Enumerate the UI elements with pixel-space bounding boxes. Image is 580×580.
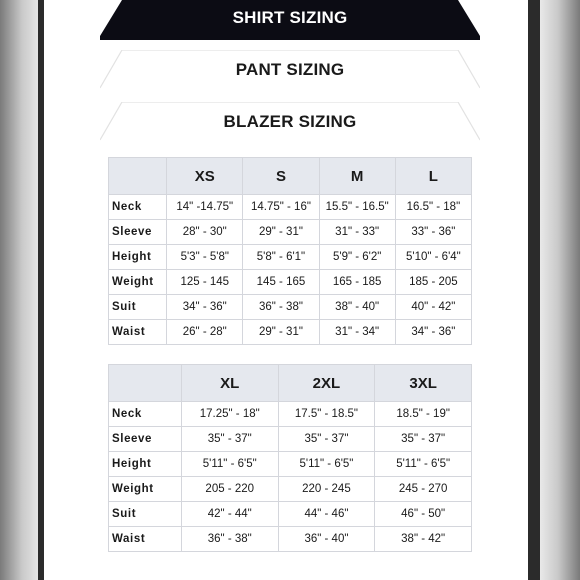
table-cell: 125 - 145 bbox=[167, 270, 243, 295]
tab-shirt-label: SHIRT SIZING bbox=[232, 8, 348, 27]
row-label: Weight bbox=[109, 477, 182, 502]
table-cell: 34" - 36" bbox=[167, 295, 243, 320]
table-cell: 17.25" - 18" bbox=[181, 402, 278, 427]
table-cell: 38" - 42" bbox=[375, 527, 472, 552]
table-row bbox=[109, 220, 472, 245]
table-cell: 5'11" - 6'5" bbox=[278, 452, 375, 477]
size-header: 2XL bbox=[278, 365, 375, 402]
table-row bbox=[109, 402, 472, 427]
table-row bbox=[109, 527, 472, 552]
table-row bbox=[109, 452, 472, 477]
tab-blazer-sizing[interactable] bbox=[100, 102, 480, 142]
table-cell: 5'3" - 5'8" bbox=[167, 245, 243, 270]
size-table-xs-l bbox=[108, 157, 472, 345]
table-header-row bbox=[109, 158, 472, 195]
table-row bbox=[109, 427, 472, 452]
tab-pant-label: PANT SIZING bbox=[235, 60, 345, 79]
table-cell: 5'10" - 6'4" bbox=[395, 245, 471, 270]
table-cell: 245 - 270 bbox=[375, 477, 472, 502]
table-cell: 40" - 42" bbox=[395, 295, 471, 320]
row-label: Suit bbox=[109, 502, 182, 527]
table-cell: 44" - 46" bbox=[278, 502, 375, 527]
table-row bbox=[109, 320, 472, 345]
table-cell: 14" -14.75" bbox=[167, 195, 243, 220]
row-label: Sleeve bbox=[109, 220, 167, 245]
row-label: Neck bbox=[109, 195, 167, 220]
table-cell: 145 - 165 bbox=[243, 270, 319, 295]
table-cell: 38" - 40" bbox=[319, 295, 395, 320]
table-cell: 29" - 31" bbox=[243, 320, 319, 345]
row-label: Waist bbox=[109, 320, 167, 345]
table-cell: 5'8" - 6'1" bbox=[243, 245, 319, 270]
table-row bbox=[109, 295, 472, 320]
table-row bbox=[109, 270, 472, 295]
table-cell: 31" - 33" bbox=[319, 220, 395, 245]
table-cell: 28" - 30" bbox=[167, 220, 243, 245]
table-cell: 33" - 36" bbox=[395, 220, 471, 245]
table-cell: 36" - 38" bbox=[181, 527, 278, 552]
table-cell: 5'9" - 6'2" bbox=[319, 245, 395, 270]
table-cell: 185 - 205 bbox=[395, 270, 471, 295]
table-cell: 35" - 37" bbox=[181, 427, 278, 452]
table-cell: 42" - 44" bbox=[181, 502, 278, 527]
table-cell: 205 - 220 bbox=[181, 477, 278, 502]
table-cell: 14.75" - 16" bbox=[243, 195, 319, 220]
size-header: 3XL bbox=[375, 365, 472, 402]
row-label: Weight bbox=[109, 270, 167, 295]
table-cell: 29" - 31" bbox=[243, 220, 319, 245]
table-row bbox=[109, 245, 472, 270]
table-cell: 36" - 40" bbox=[278, 527, 375, 552]
table-cell: 46" - 50" bbox=[375, 502, 472, 527]
row-label: Neck bbox=[109, 402, 182, 427]
size-header: M bbox=[319, 158, 395, 195]
table-cell: 34" - 36" bbox=[395, 320, 471, 345]
table-cell: 35" - 37" bbox=[375, 427, 472, 452]
table-row bbox=[109, 195, 472, 220]
size-header: XL bbox=[181, 365, 278, 402]
table-cell: 16.5" - 18" bbox=[395, 195, 471, 220]
table-header-row bbox=[109, 365, 472, 402]
table-cell: 17.5" - 18.5" bbox=[278, 402, 375, 427]
table-corner-cell bbox=[109, 158, 167, 195]
row-label: Suit bbox=[109, 295, 167, 320]
tab-blazer-label: BLAZER SIZING bbox=[223, 112, 357, 131]
table-cell: 220 - 245 bbox=[278, 477, 375, 502]
table-cell: 35" - 37" bbox=[278, 427, 375, 452]
table-cell: 18.5" - 19" bbox=[375, 402, 472, 427]
table-cell: 31" - 34" bbox=[319, 320, 395, 345]
row-label: Height bbox=[109, 452, 182, 477]
table-row bbox=[109, 502, 472, 527]
table-cell: 5'11" - 6'5" bbox=[181, 452, 278, 477]
tab-pant-sizing[interactable] bbox=[100, 50, 480, 90]
row-label: Height bbox=[109, 245, 167, 270]
table-cell: 26" - 28" bbox=[167, 320, 243, 345]
row-label: Sleeve bbox=[109, 427, 182, 452]
table-row bbox=[109, 477, 472, 502]
table-cell: 36" - 38" bbox=[243, 295, 319, 320]
size-header: L bbox=[395, 158, 471, 195]
size-header: XS bbox=[167, 158, 243, 195]
table-corner-cell bbox=[109, 365, 182, 402]
size-header: S bbox=[243, 158, 319, 195]
table-cell: 15.5" - 16.5" bbox=[319, 195, 395, 220]
table-cell: 5'11" - 6'5" bbox=[375, 452, 472, 477]
size-table-xl-3xl bbox=[108, 364, 472, 552]
row-label: Waist bbox=[109, 527, 182, 552]
frame-right-edge bbox=[528, 0, 540, 580]
table-cell: 165 - 185 bbox=[319, 270, 395, 295]
tab-shirt-sizing[interactable] bbox=[100, 0, 480, 40]
